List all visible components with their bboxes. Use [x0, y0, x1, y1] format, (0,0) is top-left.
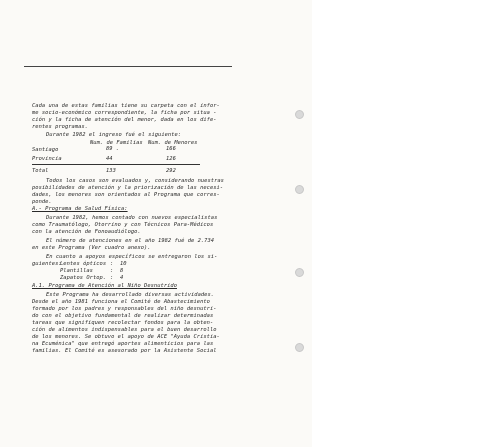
paragraph-line: Todos los casos son evaluados y, considerando nuestras — [46, 178, 224, 184]
paragraph-line: como Traumatólogo, Otorrino y con Técnicos Para-Médicos — [32, 222, 214, 228]
table-cell: 89 . — [106, 146, 120, 152]
paragraph-line: familias. El Comité es asesorado por la Asistente Social — [32, 348, 217, 354]
punch-hole — [295, 343, 304, 352]
header-rule — [24, 66, 232, 67]
paragraph-line: tareas que signifiquen recolectar fondos para la obten- — [32, 320, 214, 326]
paragraph-line: me socio-económico correspondiente, la ficha por situa - — [32, 110, 217, 116]
aid-sep: : — [110, 275, 114, 281]
page-margin — [312, 0, 480, 447]
paragraph-line: do con el objetivo fundamental de realizar determinadas — [32, 313, 214, 319]
section-heading: A.1. Programa de Atención al Niño Desnutrido — [32, 283, 177, 289]
paragraph-line: ción de alimentos indispensables para el buen desarrollo — [32, 327, 217, 333]
paragraph-line: En cuanto a apoyos específicos se entregaron los si- — [46, 254, 218, 260]
paragraph-line: rentes programas. — [32, 124, 89, 130]
punch-hole — [295, 110, 304, 119]
table-total-label: Total — [32, 168, 49, 174]
paragraph-line: de los menores. Se obtuvo el apoyo de ACE "Ayuda Cristia- — [32, 334, 220, 340]
paragraph-line: Durante 1982, hemos contado con nuevos especialistas — [46, 215, 218, 221]
aid-item: Plantillas — [60, 268, 93, 274]
punch-hole — [295, 185, 304, 194]
table-total-cell: 292 — [166, 168, 176, 174]
aid-qty: 8 — [120, 268, 124, 274]
aid-qty: 10 — [120, 261, 127, 267]
section-heading: A.- Programa de Salud Física: — [32, 206, 128, 212]
paragraph-line: en este Programa (Ver cuadro anexo). — [32, 245, 151, 251]
aid-sep: : — [110, 261, 114, 267]
paragraph-line: formado por los padres y responsables del niño desnutri- — [32, 306, 217, 312]
paragraph-line: con la atención de Fonoaudiólogo. — [32, 229, 141, 235]
table-row-label: Provincia — [32, 156, 62, 162]
paragraph-line: dades, los menores son orientados al Programa que corres- — [32, 192, 220, 198]
aid-item: Lentes ópticos — [60, 261, 107, 267]
paragraph-line: ponde. — [32, 199, 52, 205]
table-header-menores: Num. de Menores — [148, 140, 198, 146]
paragraph-line: ción y la ficha de atención del menor, dada en los dife- — [32, 117, 217, 123]
table-cell: 166 — [166, 146, 176, 152]
paragraph-line: El número de atenciones en el año 1982 fué de 2.734 — [46, 238, 215, 244]
paragraph-line: Desde el año 1981 funciona el Comité de Abastecimiento — [32, 299, 210, 305]
table-total-cell: 133 — [106, 168, 116, 174]
table-header-familias: Num. de Familias — [90, 140, 143, 146]
table-total-rule — [32, 164, 200, 165]
paragraph-line: posibilidades de atención y la priorización de las necesi- — [32, 185, 224, 191]
table-cell: 44 — [106, 156, 113, 162]
aid-item: Zapatos Ortop. — [60, 275, 107, 281]
paragraph-line: Cada una de estas familias tiene su carpeta con el infor- — [32, 103, 220, 109]
aid-qty: 4 — [120, 275, 124, 281]
table-row-label: Santiago — [32, 147, 59, 153]
table-intro: Durante 1982 el ingreso fué el siguiente: — [46, 132, 182, 138]
table-cell: 126 — [166, 156, 176, 162]
aid-sep: : — [110, 268, 114, 274]
paragraph-line: Este Programa ha desarrollado diversas actividades. — [46, 292, 215, 298]
paragraph-line: guientes: — [32, 261, 62, 267]
paragraph-line: na Ecuménica" que entregó aportes alimenticios para las — [32, 341, 214, 347]
punch-hole — [295, 268, 304, 277]
